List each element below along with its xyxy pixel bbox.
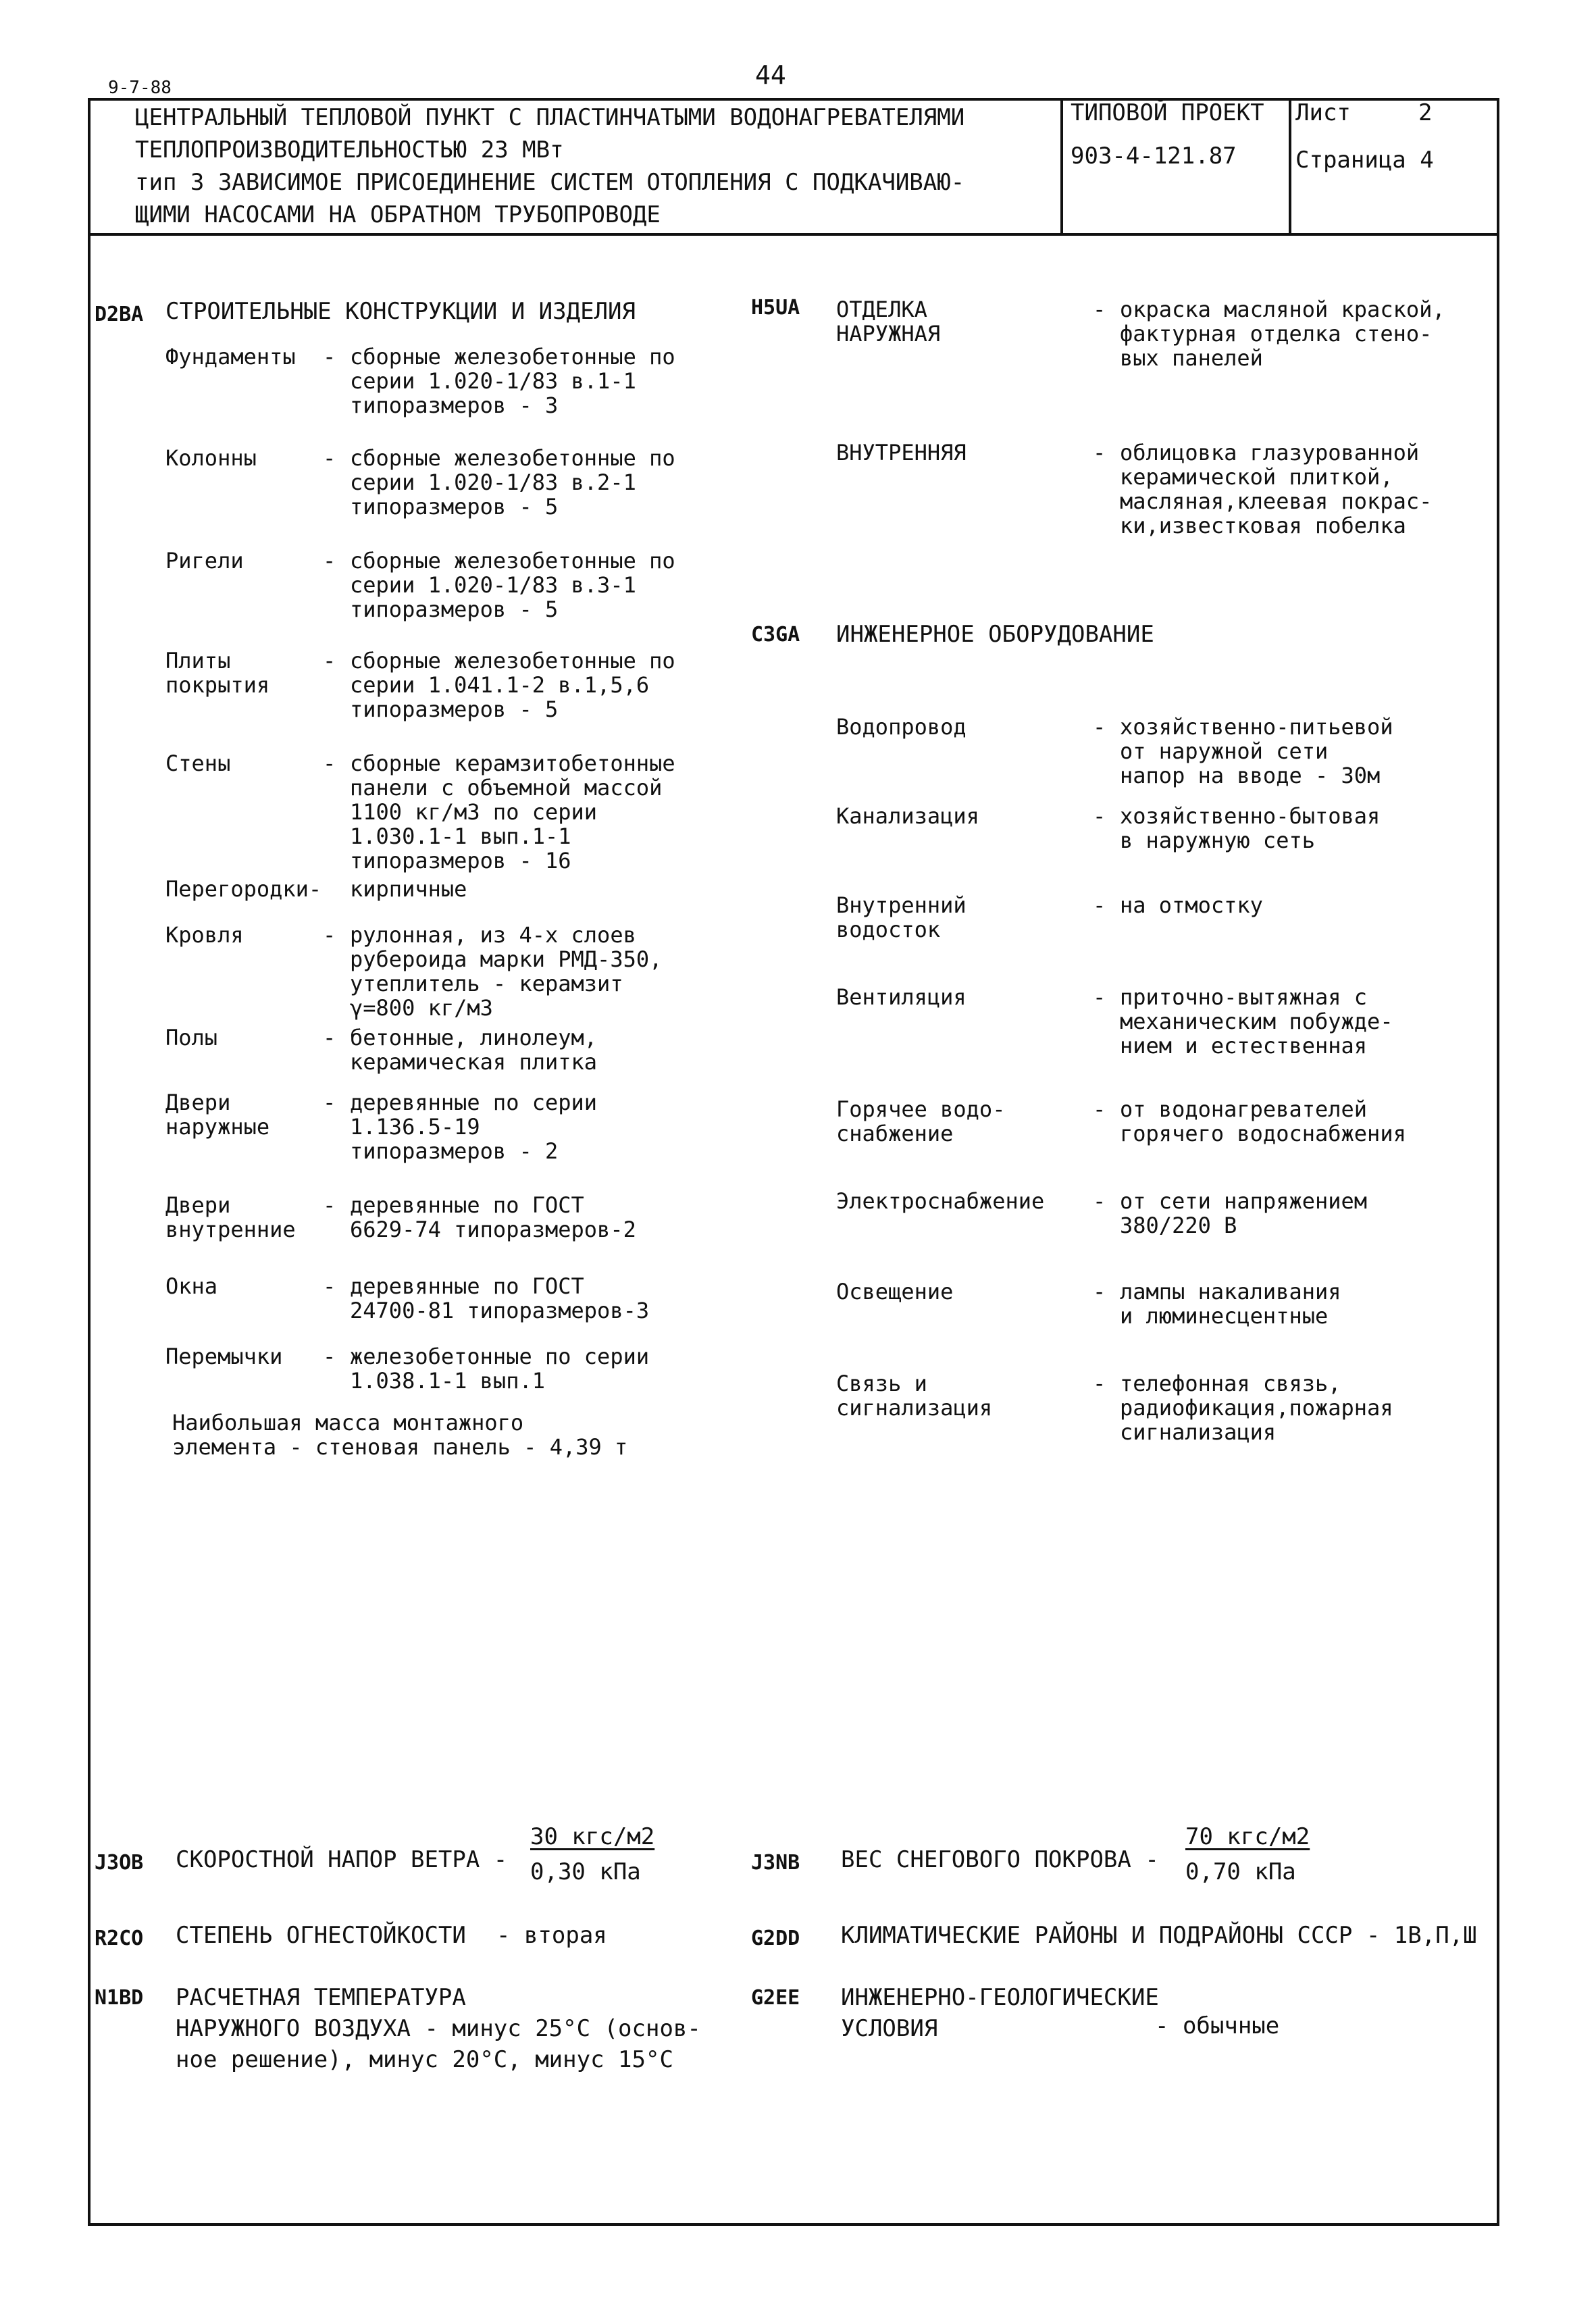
item-label-line: водосток (836, 917, 941, 942)
fire-value: - вторая (496, 1922, 607, 1949)
item-label-line: Внутренний (836, 892, 967, 918)
item-value-line: рубероида марки РМД-350, (350, 946, 663, 972)
item-value-line: от сети напряжением (1120, 1188, 1368, 1214)
item-value-line: от наружной сети (1120, 738, 1329, 764)
item-label-line: покрытия (165, 672, 270, 698)
geology-code: G2EE (751, 1986, 800, 2010)
item-value (350, 1193, 636, 1242)
item-value-line: горячего водоснабжения (1120, 1121, 1406, 1146)
item-value (1120, 893, 1263, 917)
item-value (1120, 804, 1380, 853)
item-label-line: сигнализация (836, 1395, 993, 1421)
item-label (836, 804, 979, 828)
project-label: ТИПОВОЙ ПРОЕКТ (1071, 99, 1264, 126)
item-value-line: радиофикация,пожарная (1120, 1395, 1393, 1421)
item-label-line: Двери (165, 1192, 231, 1218)
section-code: D2BA (95, 303, 144, 326)
item-value (350, 549, 675, 621)
header-title (135, 101, 1054, 231)
geology-label (841, 1982, 1192, 2044)
item-label (165, 877, 321, 901)
item-dash: - (1093, 1188, 1106, 1214)
item-value-line: типоразмеров - 16 (350, 848, 571, 873)
item-value-line: типоразмеров - 5 (350, 696, 559, 722)
item-value-line: напор на вводе - 30м (1120, 763, 1381, 788)
item-value-line: кирпичные (350, 876, 467, 902)
item-value (350, 345, 675, 417)
item-label (165, 345, 296, 369)
item-value-line: телефонная связь, (1120, 1371, 1341, 1396)
item-value-line: масляная,клеевая покрас- (1120, 488, 1433, 514)
item-value (350, 1090, 597, 1163)
item-label (165, 649, 269, 697)
item-value-line: керамическая плитка (350, 1049, 598, 1075)
item-label (165, 446, 257, 470)
item-dash: - (1093, 803, 1106, 829)
climate-label: КЛИМАТИЧЕСКИЕ РАЙОНЫ И ПОДРАЙОНЫ СССР - 1В,П,Ш (841, 1922, 1477, 1949)
snow-label: ВЕС СНЕГОВОГО ПОКРОВА - (841, 1846, 1159, 1873)
item-label-line: Водопровод (836, 714, 967, 740)
item-value-line: утеплитель - керамзит (350, 971, 623, 996)
header-divider-2 (1289, 98, 1291, 233)
item-dash: - (323, 1273, 336, 1299)
sheet-label: Лист (1295, 99, 1351, 126)
page-number: 44 (755, 60, 786, 90)
item-label-line: Двери (165, 1090, 231, 1115)
note-line: элемента - стеновая панель - 4,39 т (172, 1434, 628, 1460)
item-value (350, 877, 467, 901)
item-value (350, 1344, 649, 1393)
item-dash: - (1093, 440, 1106, 465)
item-value-line: фактурная отделка стено- (1120, 321, 1433, 347)
item-value-line: керамической плиткой, (1120, 464, 1393, 490)
temperature-text (176, 1982, 783, 2075)
fire-label: СТЕПЕНЬ ОГНЕСТОЙКОСТИ (176, 1922, 466, 1949)
item-label-line: ОТДЕЛКА (836, 297, 927, 322)
item-label (165, 751, 230, 776)
item-value-line: сигнализация (1120, 1419, 1277, 1445)
temperature-line: НАРУЖНОГО ВОЗДУХА - минус 25°С (основ- (176, 2015, 701, 2042)
temperature-line: РАСЧЕТНАЯ ТЕМПЕРАТУРА (176, 1984, 466, 2011)
sheet-number: 2 (1418, 99, 1433, 126)
item-value-line: деревянные по серии (350, 1090, 598, 1115)
item-value (350, 923, 662, 1020)
item-dash: - (1093, 297, 1106, 322)
item-value-line: 6629-74 типоразмеров-2 (350, 1217, 636, 1242)
item-value (350, 751, 675, 873)
item-value (350, 1025, 597, 1074)
item-value-line: 1.136.5-19 (350, 1114, 480, 1140)
item-value-line: типоразмеров - 2 (350, 1138, 559, 1164)
item-label (836, 893, 967, 942)
item-value-line: серии 1.020-1/83 в.2-1 (350, 469, 636, 495)
item-dash: - (323, 751, 336, 776)
item-value-line: от водонагревателей (1120, 1096, 1368, 1122)
item-label-line: Фундаменты (165, 344, 296, 370)
item-label-line: Перегородки- (165, 876, 322, 902)
project-number: 903-4-121.87 (1071, 143, 1237, 170)
item-value-line: 380/220 В (1120, 1213, 1237, 1238)
item-value-line: γ=800 кг/м3 (350, 995, 493, 1021)
snow-value-top: 70 кгс/м2 (1185, 1823, 1310, 1850)
item-label-line: снабжение (836, 1121, 954, 1146)
item-value-line: типоразмеров - 5 (350, 596, 559, 622)
item-value-line: 1.038.1-1 вып.1 (350, 1368, 545, 1394)
item-value-line: железобетонные по серии (350, 1344, 650, 1369)
item-value (1120, 1097, 1406, 1146)
item-value-line: серии 1.041.1-2 в.1,5,6 (350, 672, 650, 698)
item-dash: - (1093, 1371, 1106, 1396)
item-label (836, 297, 940, 346)
item-value-line: бетонные, линолеум, (350, 1025, 598, 1050)
fire-code: R2CO (95, 1927, 144, 1950)
item-label-line: Колонны (165, 445, 257, 471)
item-label-line: Вентиляция (836, 984, 967, 1010)
item-dash: - (1093, 892, 1106, 918)
item-label (836, 440, 967, 465)
item-value-line: окраска масляной краской, (1120, 297, 1445, 322)
item-value-line: 1.030.1-1 вып.1-1 (350, 823, 571, 849)
item-label-line: Освещение (836, 1279, 954, 1304)
item-label (836, 1189, 1044, 1213)
item-label (165, 1090, 269, 1139)
max-mass-note (172, 1410, 780, 1459)
item-label-line: Электроснабжение (836, 1188, 1045, 1214)
item-label (165, 1274, 217, 1298)
geology-value: - обычные (1155, 2012, 1280, 2039)
section-code: C3GA (751, 623, 800, 646)
item-value-line: типоразмеров - 3 (350, 392, 559, 418)
item-label-line: Перемычки (165, 1344, 283, 1369)
item-label-line: Окна (165, 1273, 218, 1299)
item-value (1120, 1189, 1367, 1238)
item-value-line: сборные железобетонные по (350, 548, 675, 574)
item-value (1120, 440, 1432, 538)
item-value-line: и люминесцентные (1120, 1303, 1329, 1329)
item-label-line: внутренние (165, 1217, 296, 1242)
item-dash: - (323, 1025, 336, 1050)
item-dash: - (323, 445, 336, 471)
item-value (350, 446, 675, 519)
item-label (836, 715, 967, 739)
title-line: тип 3 ЗАВИСИМОЕ ПРИСОЕДИНЕНИЕ СИСТЕМ ОТОПЛЕНИЯ С ПОДКАЧИВАЮ- (135, 169, 965, 196)
item-dash: - (1093, 1096, 1106, 1122)
item-value-line: типоразмеров - 5 (350, 494, 559, 519)
item-label (165, 1344, 282, 1369)
climate-code: G2DD (751, 1927, 800, 1950)
item-value (350, 649, 675, 721)
item-label-line: Стены (165, 751, 231, 776)
item-dash: - (1093, 984, 1106, 1010)
header-divider-1 (1060, 98, 1063, 233)
item-value (350, 1274, 649, 1323)
wind-code: J3OB (95, 1851, 144, 1875)
item-label-line: наружные (165, 1114, 270, 1140)
item-value-line: 1100 кг/м3 по серии (350, 799, 598, 825)
item-dash: - (323, 1192, 336, 1218)
section-code: H5UA (751, 296, 800, 320)
geology-line: УСЛОВИЯ (841, 2015, 938, 2042)
item-label (165, 1025, 217, 1050)
item-value-line: лампы накаливания (1120, 1279, 1341, 1304)
item-label-line: Ригели (165, 548, 244, 574)
item-label-line: ВНУТРЕННЯЯ (836, 440, 967, 465)
item-label-line: Плиты (165, 648, 231, 673)
item-label (836, 1371, 992, 1420)
item-value-line: хозяйственно-бытовая (1120, 803, 1381, 829)
item-value-line: нием и естественная (1120, 1033, 1368, 1059)
item-value (1120, 985, 1393, 1058)
item-label (165, 923, 244, 947)
header-bottom-rule (88, 233, 1499, 236)
item-value-line: сборные керамзитобетонные (350, 751, 675, 776)
section-heading: ИНЖЕНЕРНОЕ ОБОРУДОВАНИЕ (836, 621, 1154, 648)
item-label (165, 1193, 296, 1242)
item-dash: - (1093, 714, 1106, 740)
item-dash: - (323, 344, 336, 370)
item-value-line: ки,известковая побелка (1120, 513, 1406, 538)
item-value-line: 24700-81 типоразмеров-3 (350, 1298, 650, 1323)
item-value-line: вых панелей (1120, 345, 1263, 371)
wind-value-top: 30 кгс/м2 (530, 1823, 655, 1850)
item-label-line: НАРУЖНАЯ (836, 321, 941, 347)
item-value-line: хозяйственно-питьевой (1120, 714, 1393, 740)
item-value (1120, 297, 1445, 370)
item-label-line: Кровля (165, 922, 244, 948)
title-line: ЩИМИ НАСОСАМИ НА ОБРАТНОМ ТРУБОПРОВОДЕ (135, 201, 661, 228)
snow-code: J3NB (751, 1851, 800, 1875)
item-value-line: сборные железобетонные по (350, 344, 675, 370)
item-value-line: в наружную сеть (1120, 828, 1315, 853)
document-code-mark: 9-7-88 (108, 78, 172, 98)
snow-value-bottom: 0,70 кПа (1185, 1858, 1296, 1885)
item-value (1120, 1279, 1341, 1328)
item-label (836, 985, 967, 1009)
item-value-line: рулонная, из 4-х слоев (350, 922, 636, 948)
page-label: Страница 4 (1295, 147, 1434, 174)
item-label (836, 1097, 1005, 1146)
item-value-line: серии 1.020-1/83 в.1-1 (350, 368, 636, 394)
temperature-code: N1BD (95, 1986, 144, 2010)
wind-label: СКОРОСТНОЙ НАПОР ВЕТРА - (176, 1846, 508, 1873)
item-value-line: сборные железобетонные по (350, 445, 675, 471)
item-value-line: деревянные по ГОСТ (350, 1273, 584, 1299)
item-value-line: на отмостку (1120, 892, 1263, 918)
title-line: ТЕПЛОПРОИЗВОДИТЕЛЬНОСТЬЮ 23 МВт (135, 136, 564, 163)
temperature-line: ное решение), минус 20°С, минус 15°С (176, 2046, 673, 2073)
item-value-line: приточно-вытяжная с (1120, 984, 1368, 1010)
item-label-line: Канализация (836, 803, 979, 829)
item-dash: - (323, 1344, 336, 1369)
item-dash: - (1093, 1279, 1106, 1304)
page-frame (88, 98, 1499, 2226)
item-label-line: Полы (165, 1025, 218, 1050)
item-value-line: панели с объемной массой (350, 775, 663, 800)
item-value-line: деревянные по ГОСТ (350, 1192, 584, 1218)
geology-line: ИНЖЕНЕРНО-ГЕОЛОГИЧЕСКИЕ (841, 1984, 1159, 2011)
note-line: Наибольшая масса монтажного (172, 1410, 524, 1435)
item-value (1120, 715, 1393, 788)
item-dash: - (323, 648, 336, 673)
item-value-line: механическим побужде- (1120, 1009, 1393, 1034)
item-value-line: серии 1.020-1/83 в.3-1 (350, 572, 636, 598)
item-value-line: облицовка глазурованной (1120, 440, 1420, 465)
section-heading: СТРОИТЕЛЬНЫЕ КОНСТРУКЦИИ И ИЗДЕЛИЯ (165, 298, 636, 325)
item-label-line: Связь и (836, 1371, 927, 1396)
item-label (836, 1279, 953, 1304)
item-dash: - (323, 548, 336, 574)
wind-value-bottom: 0,30 кПа (530, 1858, 641, 1885)
item-label-line: Горячее водо- (836, 1096, 1006, 1122)
title-line: ЦЕНТРАЛЬНЫЙ ТЕПЛОВОЙ ПУНКТ С ПЛАСТИНЧАТЫМИ ВОДОНАГРЕВАТЕЛЯМИ (135, 104, 965, 131)
item-dash: - (323, 1090, 336, 1115)
item-value (1120, 1371, 1393, 1444)
item-value-line: сборные железобетонные по (350, 648, 675, 673)
item-dash: - (323, 922, 336, 948)
item-label (165, 549, 244, 573)
